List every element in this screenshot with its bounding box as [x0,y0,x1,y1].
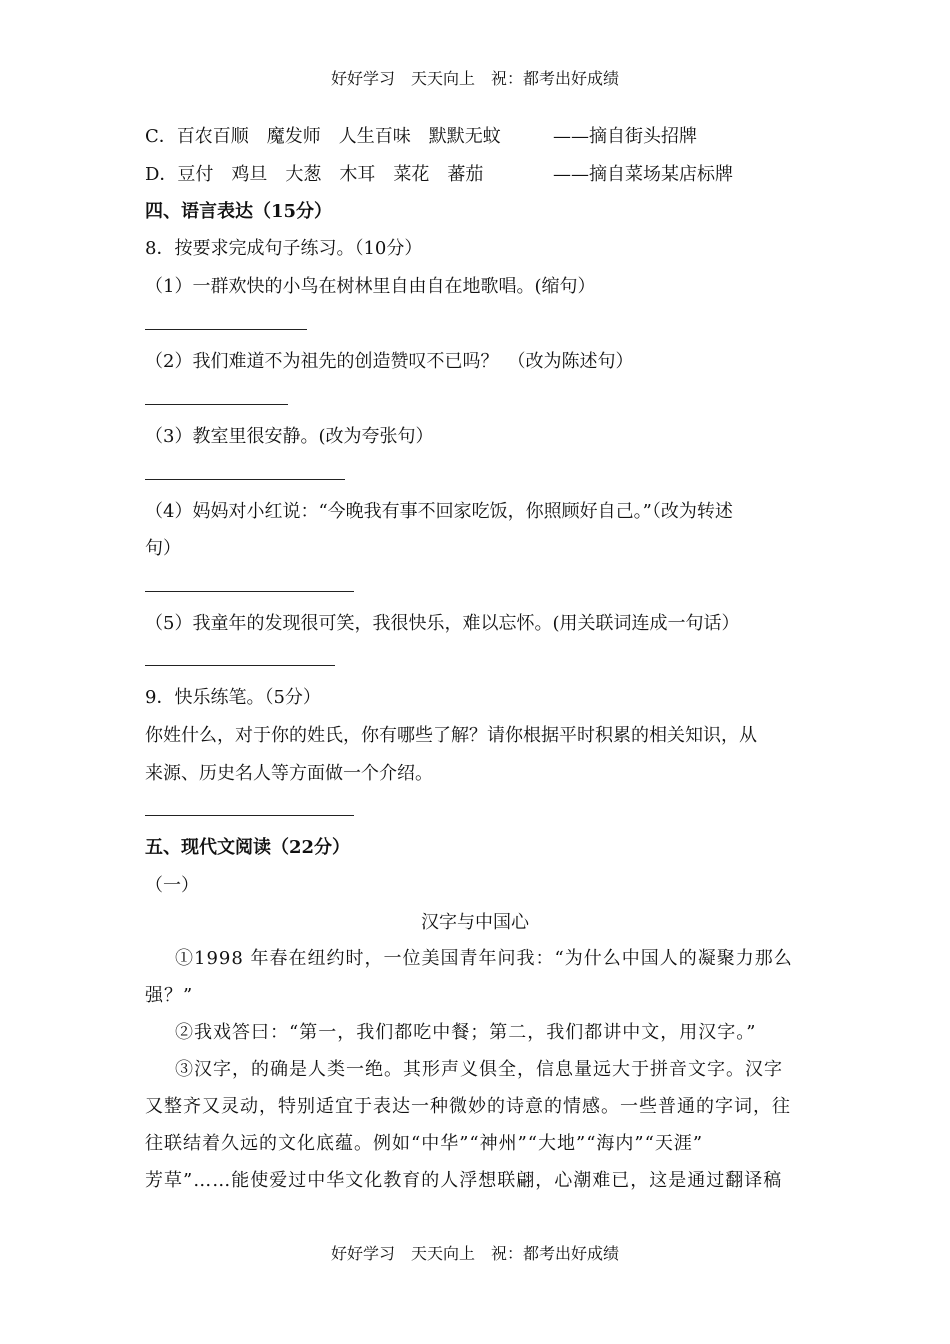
section-five-title: 五、现代文阅读（22分） [145,837,351,858]
paragraph-3: ③汉字，的确是人类一绝。其形声义俱全，信息量远大于拼音文字。汉字 [175,1059,783,1080]
paragraph-1-cont: 强？” [145,985,194,1006]
answer-line-4[interactable] [145,591,354,592]
question-8-title: 8．按要求完成句子练习。（10分） [145,238,423,259]
option-d-source: ——摘自菜场某店标牌 [553,164,733,185]
option-c-source: ——摘自街头招牌 [553,126,697,147]
page-header: 好好学习 天天向上 祝：都考出好成绩 [330,69,619,88]
question-9-line-1: 你姓什么，对于你的姓氏，你有哪些了解？请你根据平时积累的相关知识，从 [145,725,757,746]
paragraph-3-line-2: 又整齐又灵动，特别适宜于表达一种微妙的诗意的情感。一些普通的字词，往 [145,1096,791,1117]
answer-line-6[interactable] [145,815,354,816]
part-label: （一） [145,875,199,896]
question-8-item-3: （3）教室里很安静。(改为夸张句） [145,426,434,447]
answer-line-5[interactable] [145,665,335,666]
question-8-item-2: （2）我们难道不为祖先的创造赞叹不已吗？ （改为陈述句） [145,351,634,372]
question-8-item-5: （5）我童年的发现很可笑，我很快乐，难以忘怀。(用关联词连成一句话） [145,613,740,634]
answer-line-3[interactable] [145,479,345,480]
question-9-line-2: 来源、历史名人等方面做一个介绍。 [145,763,433,784]
option-c: C．百农百顺 魔发师 人生百味 默默无蚊 [145,126,501,147]
question-9-title: 9．快乐练笔。（5分） [145,687,321,708]
paragraph-3-line-3: 往联结着久远的文化底蕴。例如“中华”“神州”“大地”“海内”“天涯” [145,1133,704,1154]
section-four-title: 四、语言表达（15分） [145,201,333,222]
paragraph-1: ①1998 年春在纽约时，一位美国青年问我：“为什么中国人的凝聚力那么 [175,948,793,969]
article-title: 汉字与中国心 [421,912,529,933]
question-8-item-4-cont: 句） [145,538,181,559]
answer-line-2[interactable] [145,404,288,405]
answer-line-1[interactable] [145,329,307,330]
paragraph-2: ②我戏答曰：“第一，我们都吃中餐；第二，我们都讲中文，用汉字。” [175,1022,757,1043]
page-footer: 好好学习 天天向上 祝：都考出好成绩 [330,1244,619,1263]
option-d: D．豆付 鸡旦 大葱 木耳 菜花 蕃茄 [145,164,484,185]
question-8-item-4: （4）妈妈对小红说：“今晚我有事不回家吃饭，你照顾好自己。”（改为转述 [145,501,733,522]
paragraph-3-line-4: 芳草”……能使爱过中华文化教育的人浮想联翩，心潮难已，这是通过翻译稿 [145,1170,783,1191]
question-8-item-1: （1）一群欢快的小鸟在树林里自由自在地歌唱。(缩句） [145,276,596,297]
